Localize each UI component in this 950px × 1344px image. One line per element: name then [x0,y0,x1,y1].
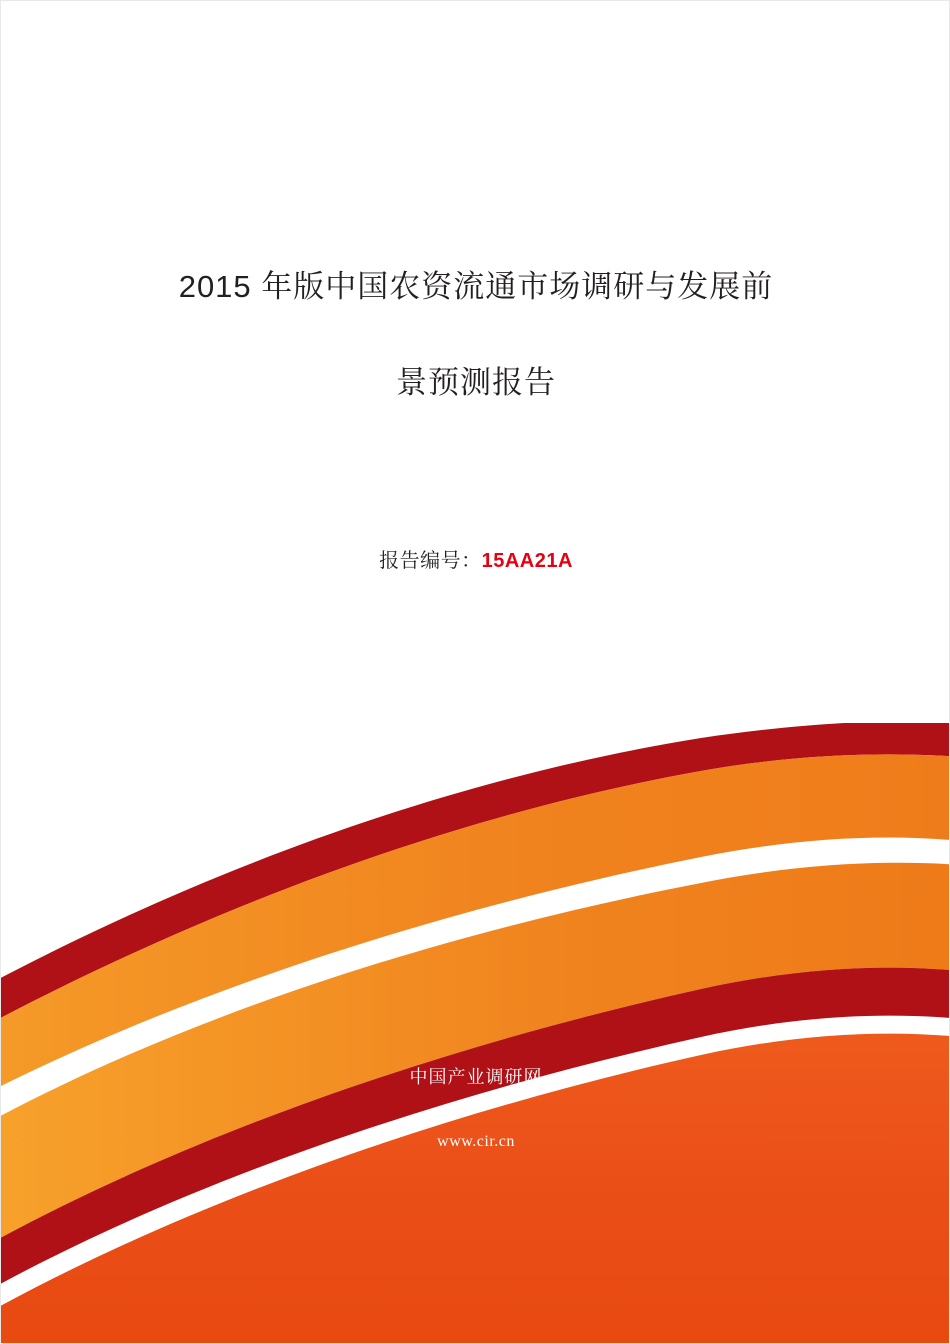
website-url[interactable]: www.cir.cn [437,1133,515,1150]
report-code-value: 15AA21A [481,550,573,572]
title-line-1: 2015 年版中国农资流通市场调研与发展前 [178,269,774,304]
report-code [1,544,950,573]
page-title [1,239,950,431]
title-line-2: 景预测报告 [396,365,556,400]
cover-wave-graphic [1,723,950,1343]
report-code-label: 报告编号： [379,550,482,572]
brand-name: 中国产业调研网 [409,1067,543,1087]
